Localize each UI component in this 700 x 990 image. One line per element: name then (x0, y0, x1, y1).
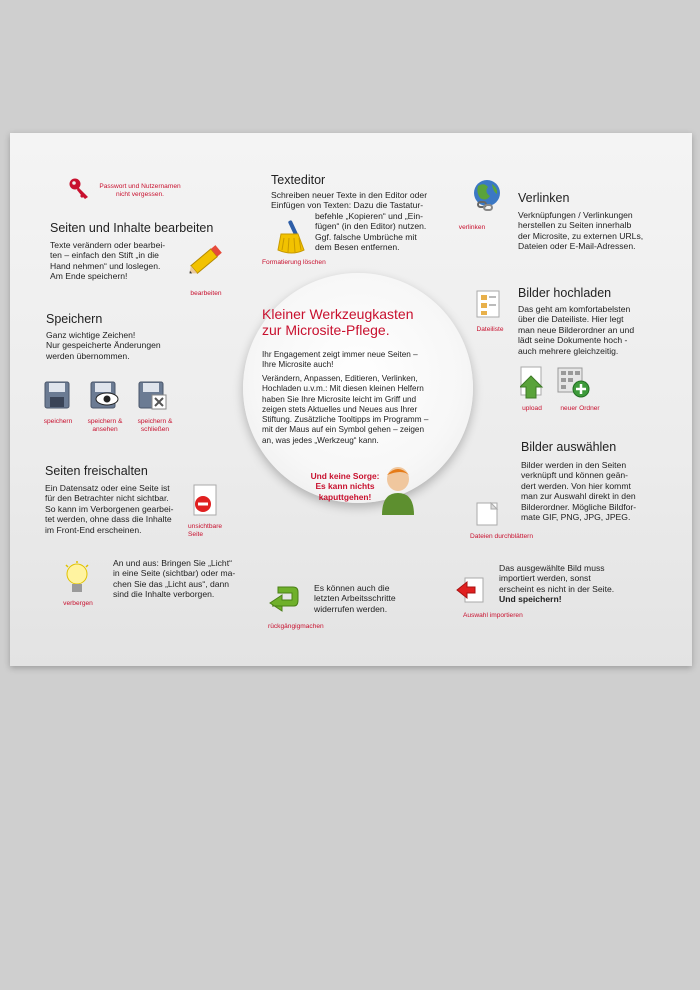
text-line: Verknüpfungen / Verlinkungen (518, 210, 633, 220)
center-title (262, 306, 413, 338)
bearbeiten-title: Seiten und Inhalte bearbeiten (50, 221, 214, 235)
lightbulb-icon[interactable] (62, 561, 92, 602)
new-folder-icon[interactable] (557, 367, 591, 404)
rueckgaengig-label: rückgängigmachen (268, 623, 324, 630)
undo-text (314, 583, 424, 614)
text-line: in eine Seite (sichtbar) oder ma- (113, 568, 236, 579)
text-line: Ihr Engagement zeigt immer neue Seiten – (262, 350, 418, 359)
speichern-schliessen-label (132, 418, 178, 433)
text-line: widerrufen werden. (314, 603, 388, 614)
text-line: zur Microsite-Pflege. (262, 322, 390, 338)
text-line: Das geht am komfortabelsten (518, 304, 631, 314)
text-line: dem Besen entfernen. (315, 242, 400, 253)
text-line: Stiftung. Zusätzliche Tooltipps im Programm – (262, 415, 429, 425)
text-line: An und aus: Bringen Sie „Licht“ (113, 558, 232, 568)
text-line: auch mehrere gleichzeitig. (518, 345, 619, 356)
text-line: Hand nehmen“ und loslegen. (50, 260, 161, 271)
center-body (262, 374, 454, 446)
hochladen-title: Bilder hochladen (518, 286, 612, 300)
text-line: Nur gespeicherte Änderungen (46, 340, 161, 351)
pencil-icon[interactable] (185, 238, 229, 287)
text-line: zeigen stets Aktuelles und Neues aus Ihrer (262, 404, 418, 414)
text-line: Hochladen u.v.m.: Mit diesen kleinen Helfern (262, 384, 424, 394)
text-line: Verändern, Anpassen, Editieren, Verlinken, (262, 374, 418, 383)
speichern-title: Speichern (46, 312, 103, 326)
text-line: werden übernommen. (46, 350, 130, 361)
formatierung-label: Formatierung löschen (262, 259, 326, 266)
dateien-durchblaettern-label: Dateien durchblättern (470, 533, 534, 540)
text-line: Bilderordner. Mögliche Bildfor- (521, 501, 637, 512)
text-line: Ganz wichtige Zeichen! (46, 330, 136, 340)
text-line: Es kann nichts (315, 481, 375, 492)
bearbeiten-label: bearbeiten (190, 290, 222, 297)
text-line: Ihre Microsite auch! (262, 360, 334, 370)
text-line: mit der Maus auf ein Symbol gehen – zeigen (262, 425, 425, 435)
import-bold: Und speichern! (499, 594, 562, 605)
text-line: lädt seine Dokumente hoch - (518, 335, 628, 346)
text-line: speichern & (87, 418, 123, 425)
text-line: sind die Inhalte verborgen. (113, 589, 215, 600)
speichern-label (38, 418, 78, 426)
speichern-text (46, 330, 206, 361)
text-line: herstellen zu Seiten innerhalb (518, 220, 632, 231)
freischalten-title: Seiten freischalten (45, 464, 148, 478)
center-intro (262, 350, 454, 371)
dateiliste-label: Dateiliste (476, 326, 504, 333)
text-line: erscheint es nicht in der Seite. (499, 583, 615, 594)
hochladen-text (518, 304, 688, 356)
text-line: Passwort und Nutzernamen (99, 183, 181, 190)
verlinken-text (518, 210, 688, 252)
licht-text (113, 558, 263, 600)
neuer-ordner-label: neuer Ordner (560, 405, 600, 412)
text-line: chen Sie das „Licht aus“, dann (113, 578, 230, 589)
verbergen-label: verbergen (63, 600, 93, 607)
text-line: ten – einfach den Stift „in die (50, 250, 159, 261)
auswaehlen-title: Bilder auswählen (521, 440, 617, 454)
text-line: dert werden. Von hier kommt (521, 480, 631, 491)
upload-icon[interactable] (520, 366, 546, 407)
text-line: schließen (140, 425, 170, 433)
text-line: Texte verändern oder bearbei- (50, 240, 166, 250)
password-label (90, 183, 190, 198)
text-line: So kann im Verborgenen gearbei- (45, 503, 174, 514)
text-line: Und keine Sorge: (310, 471, 380, 481)
key-icon (68, 176, 92, 205)
text-line: fügen“ (in den Editor) nutzen. (315, 221, 427, 232)
person-icon (380, 463, 416, 522)
text-line: Ggf. falsche Umbrüche mit (315, 231, 417, 242)
browse-files-icon[interactable] (476, 502, 502, 533)
text-line: über die Dateiliste. Hier legt (518, 314, 624, 325)
text-line: befehle „Kopieren“ und „Ein- (315, 210, 423, 221)
text-line: Einfügen von Texten: Dazu die Tastatur- (271, 200, 424, 211)
text-line: verknüpft und können geän- (521, 470, 629, 481)
text-line: speichern & (137, 418, 173, 425)
save-close-icon[interactable] (138, 381, 168, 416)
texteditor-title: Texteditor (271, 173, 326, 187)
text-line: haben Sie Ihre Microsite leicht im Griff und (262, 394, 417, 404)
text-line: Seite (188, 530, 204, 538)
import-text (499, 563, 659, 605)
text-line: man zur Auswahl direkt in den (521, 491, 636, 502)
file-list-icon[interactable] (476, 290, 506, 327)
unsichtbare-seite-label (188, 523, 234, 538)
bearbeiten-text (50, 240, 200, 282)
text-line: man neue Bilderordner an und (518, 324, 635, 335)
text-line: Es können auch die (314, 583, 390, 593)
speichern-ansehen-label (85, 418, 125, 433)
text-line: Schreiben neuer Texte in den Editor oder (271, 190, 428, 200)
text-line: importiert werden, sonst (499, 573, 591, 584)
text-line: Bilder werden in den Seiten (521, 460, 627, 470)
save-icon[interactable] (44, 381, 72, 416)
text-line: kaputtgehen! (318, 491, 372, 502)
text-line: an, was jedes „Werkzeug“ kann. (262, 435, 379, 445)
auswahl-importieren-label: Auswahl importieren (463, 612, 523, 619)
text-line: ansehen (92, 425, 118, 433)
text-line: mate GIF, PNG, JPG, JPEG. (521, 512, 631, 523)
auswaehlen-text (521, 460, 691, 522)
text-line: der Microsite, zu externen URLs, (518, 230, 644, 241)
text-line: Dateien oder E-Mail-Adressen. (518, 241, 636, 252)
upload-label: upload (522, 405, 542, 412)
text-line: letzten Arbeitsschritte (314, 593, 396, 604)
text-line: speichern (43, 418, 73, 425)
text-line: Das ausgewählte Bild muss (499, 563, 605, 573)
globe-link-icon[interactable] (470, 178, 504, 219)
broom-icon[interactable] (276, 220, 310, 261)
center-sorge (305, 471, 385, 502)
text-line: Am Ende speichern! (50, 271, 128, 282)
save-view-icon[interactable] (90, 381, 120, 416)
undo-icon[interactable] (268, 584, 300, 619)
invisible-page-icon[interactable] (193, 484, 219, 523)
text-line: nicht vergessen. (115, 190, 164, 198)
text-line: unsichtbare (188, 523, 223, 530)
text-line: Kleiner Werkzeugkasten (262, 306, 414, 322)
text-line: im Front-End erscheinen. (45, 524, 142, 535)
verlinken-label: verlinken (458, 224, 486, 231)
text-line: tet werden, ohne dass die Inhalte (45, 514, 172, 525)
text-line: Ein Datensatz oder eine Seite ist (45, 483, 170, 493)
freischalten-text (45, 483, 195, 535)
import-icon[interactable] (455, 577, 485, 612)
text-line: für den Betrachter nicht sichtbar. (45, 493, 169, 504)
verlinken-title: Verlinken (518, 191, 570, 205)
